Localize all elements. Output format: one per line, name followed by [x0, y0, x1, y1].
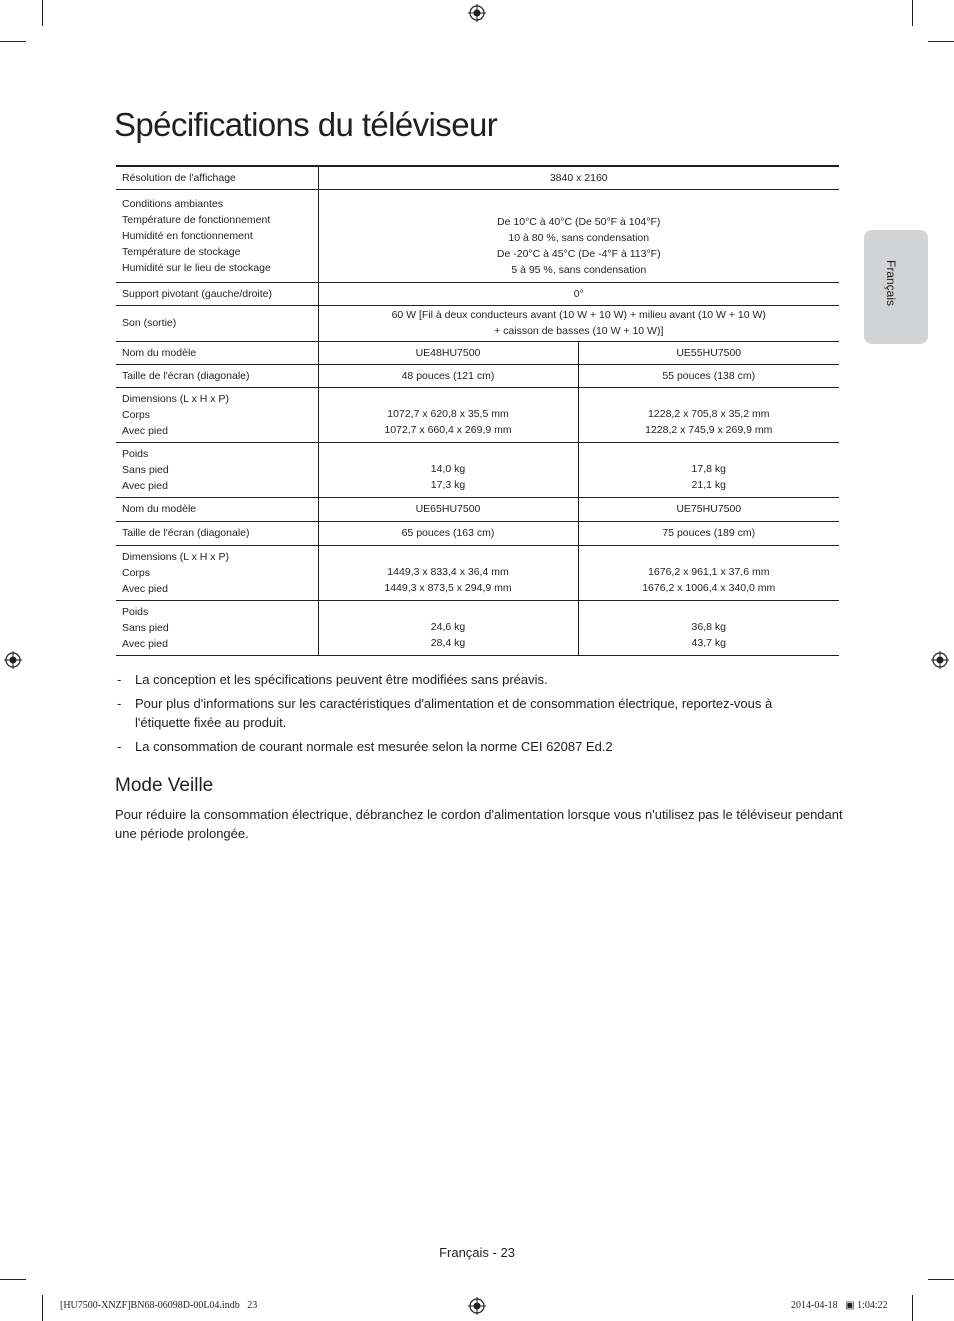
spec-label: Son (sortie): [116, 305, 318, 341]
spec-value: 60 W [Fil à deux conducteurs avant (10 W + 10 W) + milieu avant (10 W + 10 W) + caisson de basses (10 W + 10 W)]: [318, 305, 839, 341]
table-row: [116, 166, 839, 189]
spec-label: Taille de l'écran (diagonale): [116, 364, 318, 387]
table-row: [116, 341, 839, 364]
spec-value: 1228,2 x 705,8 x 35,2 mm 1228,2 x 745,9 x 269,9 mm: [578, 387, 839, 442]
table-row: [116, 545, 839, 600]
bullet-dash: -: [117, 739, 122, 754]
spec-label: Nom du modèle: [116, 497, 318, 521]
registration-mark-icon: [468, 4, 486, 22]
registration-mark-icon: [931, 651, 949, 669]
spec-value: 1072,7 x 620,8 x 35,5 mm 1072,7 x 660,4 x 269,9 mm: [318, 387, 578, 442]
section-text: Pour réduire la consommation électrique, débranchez le cordon d'alimentation lorsque vous n'utilisez pas le téléviseur pendant une période prolongée.: [115, 807, 843, 841]
spec-label: Poids Sans pied Avec pied: [116, 600, 318, 655]
spec-value: 55 pouces (138 cm): [578, 364, 839, 387]
table-row: [116, 364, 839, 387]
page-number: Français - 23: [439, 1245, 515, 1260]
table-row: [116, 442, 839, 497]
spec-table: [116, 165, 839, 656]
spec-value: 36,8 kg 43,7 kg: [578, 600, 839, 655]
section-heading: Mode Veille: [115, 775, 214, 796]
spec-value: 17,8 kg 21,1 kg: [578, 442, 839, 497]
spec-label: Résolution de l'affichage: [116, 166, 318, 189]
bullet-dash: -: [117, 672, 122, 687]
bullet-dash: -: [117, 696, 122, 711]
table-row: [116, 282, 839, 305]
language-tab-label: Français: [884, 260, 898, 307]
spec-value: UE65HU7500: [318, 497, 578, 521]
spec-value: 3840 x 2160: [318, 166, 839, 189]
print-footer-date: 2014-04-18 ▣ 1:04:22: [791, 1300, 888, 1311]
crop-mark: [0, 41, 26, 42]
table-row: [116, 600, 839, 655]
language-tab: [864, 230, 928, 344]
spec-label: Support pivotant (gauche/droite): [116, 282, 318, 305]
spec-value: UE48HU7500: [318, 341, 578, 364]
page-title: Spécifications du téléviseur: [114, 106, 498, 143]
spec-value: 14,0 kg 17,3 kg: [318, 442, 578, 497]
list-item: - La consommation de courant normale est mesurée selon la norme CEI 62087 Ed.2: [117, 739, 613, 754]
list-item: - Pour plus d'informations sur les caractéristiques d'alimentation et de consommation électrique, reportez-vous à l'étiquette fixée au produit.: [117, 696, 773, 730]
registration-mark-icon: [4, 651, 22, 669]
list-item: - La conception et les spécifications peuvent être modifiées sans préavis.: [117, 672, 548, 687]
spec-label: Conditions ambiantes Température de fonctionnement Humidité en fonctionnement Température de stockage Humidité sur le lieu de stockage: [116, 189, 318, 282]
spec-value: 1676,2 x 961,1 x 37,6 mm 1676,2 x 1006,4 x 340,0 mm: [578, 545, 839, 600]
crop-mark: [42, 1295, 43, 1321]
crop-mark: [42, 0, 43, 26]
crop-mark: [928, 41, 954, 42]
table-row: [116, 521, 839, 545]
spec-value: De 10°C à 40°C (De 50°F à 104°F) 10 à 80 %, sans condensation De -20°C à 45°C (De -4°F à 113°F) 5 à 95 %, sans condensation: [318, 189, 839, 282]
spec-value: 1449,3 x 833,4 x 36,4 mm 1449,3 x 873,5 x 294,9 mm: [318, 545, 578, 600]
spec-value: 0°: [318, 282, 839, 305]
registration-mark-icon: [468, 1297, 486, 1315]
print-footer-file: [HU7500-XNZF]BN68-06098D-00L04.indb 23: [60, 1300, 258, 1311]
table-row: [116, 189, 839, 282]
spec-value: 24,6 kg 28,4 kg: [318, 600, 578, 655]
spec-value: 48 pouces (121 cm): [318, 364, 578, 387]
spec-label: Poids Sans pied Avec pied: [116, 442, 318, 497]
crop-mark: [912, 0, 913, 26]
spec-label: Taille de l'écran (diagonale): [116, 521, 318, 545]
table-row: [116, 305, 839, 341]
crop-mark: [912, 1295, 913, 1321]
spec-label: Nom du modèle: [116, 341, 318, 364]
crop-mark: [0, 1279, 26, 1280]
spec-value: UE75HU7500: [578, 497, 839, 521]
spec-value: 65 pouces (163 cm): [318, 521, 578, 545]
spec-value: 75 pouces (189 cm): [578, 521, 839, 545]
crop-mark: [928, 1279, 954, 1280]
spec-value: UE55HU7500: [578, 341, 839, 364]
notes-list: [116, 670, 816, 761]
spec-label: Dimensions (L x H x P) Corps Avec pied: [116, 387, 318, 442]
table-row: [116, 387, 839, 442]
table-row: [116, 497, 839, 521]
spec-label: Dimensions (L x H x P) Corps Avec pied: [116, 545, 318, 600]
